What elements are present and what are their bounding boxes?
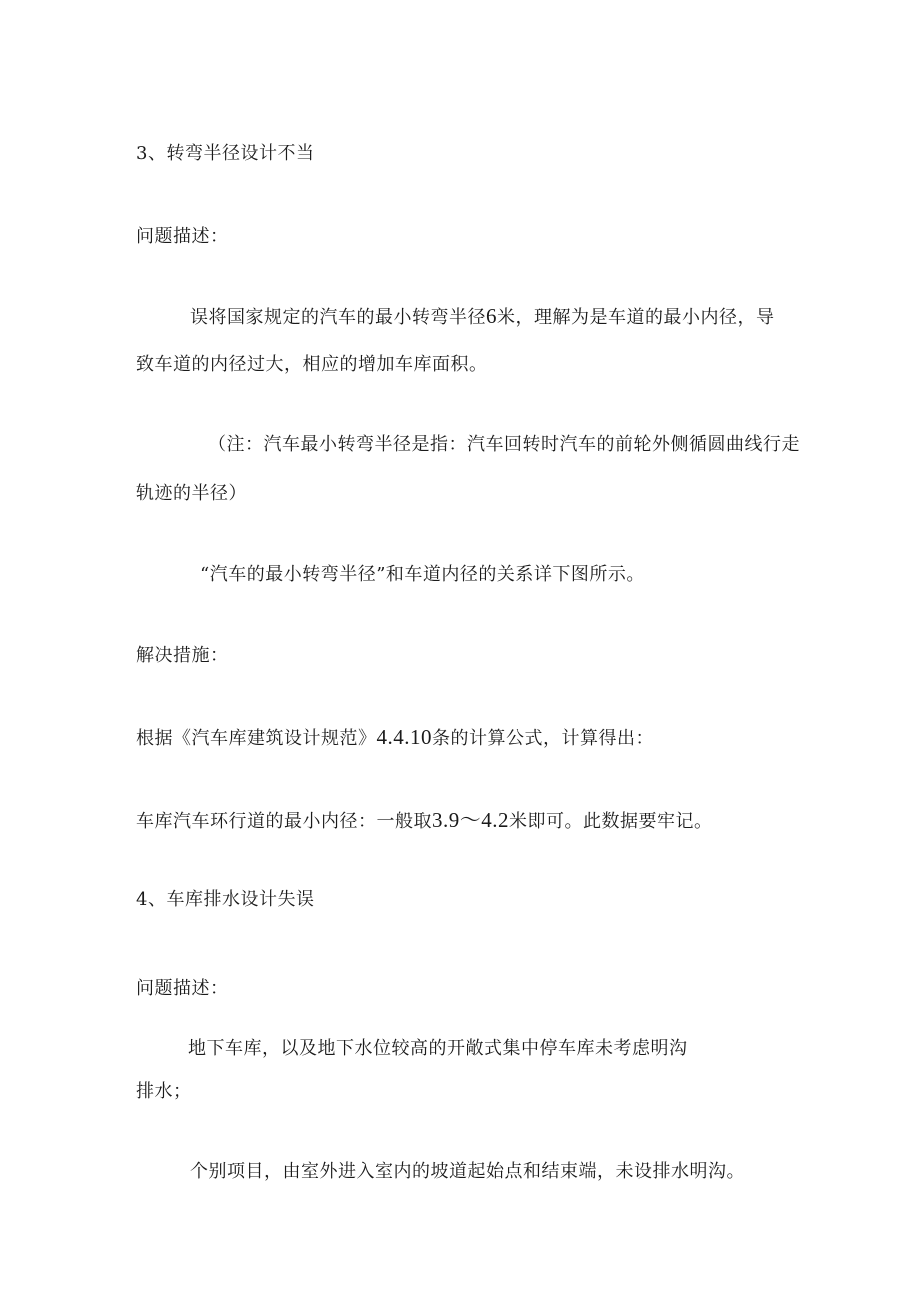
note-line-2: 轨迹的半径）: [136, 483, 247, 504]
turning-radius-value: 6: [486, 304, 497, 328]
section-3-heading: 3、转弯半径设计不当: [136, 143, 315, 164]
calculation-text: [136, 725, 654, 751]
text-fragment: 误将国家规定的汽车的最小转弯半径: [190, 307, 486, 328]
section-4-problem-line-1: 地下车库，以及地下水位较高的开敞式集中停车库未考虑明沟: [188, 1038, 688, 1059]
section-3-problem-label: 问题描述：: [136, 226, 229, 247]
section-4-problem-label: 问题描述：: [136, 978, 229, 999]
text-fragment: 根据《汽车库建筑设计规范》: [136, 728, 377, 749]
section-4-problem-para-2: 个别项目，由室外进入室内的坡道起始点和结束端，未设排水明沟。: [190, 1161, 745, 1182]
section-3-problem-line-1: [190, 304, 775, 330]
section-3-problem-line-2: 致车道的内径过大，相应的增加车库面积。: [136, 354, 488, 375]
min-diameter-range: 3.9～4.2: [432, 808, 509, 832]
text-fragment: 米即可。此数据要牢记。: [509, 811, 713, 832]
relation-text: “汽车的最小转弯半径”和车道内径的关系详下图所示。: [200, 564, 645, 585]
min-inner-diameter-text: [136, 808, 713, 834]
section-4-heading: 4、车库排水设计失误: [136, 889, 315, 910]
text-fragment: 条的计算公式，计算得出：: [432, 728, 654, 749]
section-4-problem-line-2: 排水；: [136, 1081, 192, 1102]
text-fragment: 车库汽车环行道的最小内径：一般取: [136, 811, 432, 832]
clause-number: 4.4.10: [376, 725, 432, 749]
note-line-1: （注：汽车最小转弯半径是指：汽车回转时汽车的前轮外侧循圆曲线行走: [208, 434, 800, 455]
solution-label: 解决措施：: [136, 645, 229, 666]
text-fragment: 米，理解为是车道的最小内径，导: [497, 307, 775, 328]
